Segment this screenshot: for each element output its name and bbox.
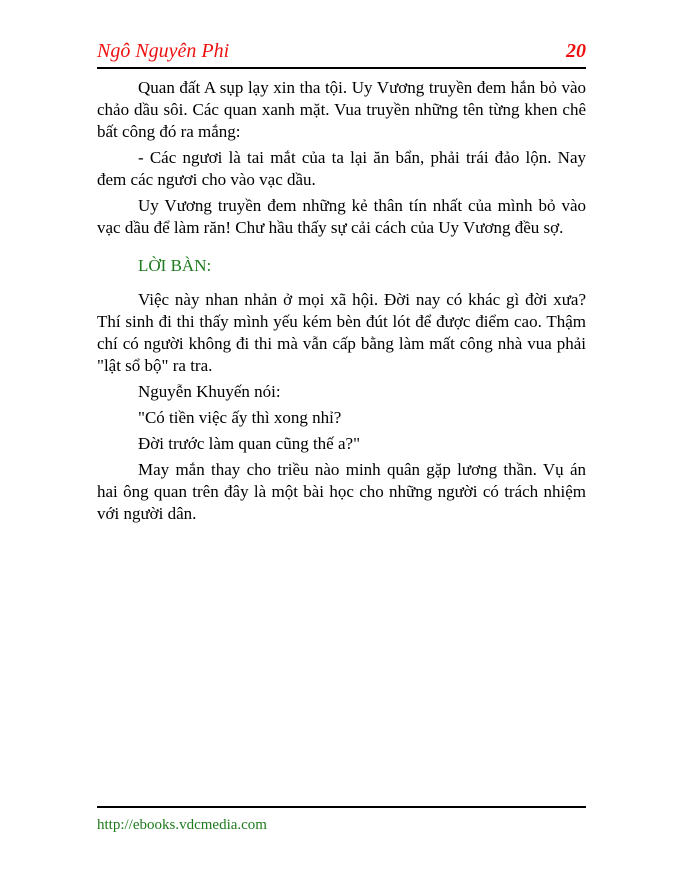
commentary-paragraph: "Có tiền việc ấy thì xong nhỉ? <box>138 408 342 427</box>
page-number: 20 <box>566 40 586 62</box>
section-heading: LỜI BÀN: <box>138 256 212 275</box>
page-body <box>97 77 586 529</box>
commentary-paragraph: Đời trước làm quan cũng thế a?" <box>138 434 361 453</box>
page-header <box>97 40 586 69</box>
header-author: Ngô Nguyên Phi <box>97 40 230 62</box>
body-paragraph: Quan đất A sụp lạy xin tha tội. Uy Vương truyền đem hắn bỏ vào chảo dầu sôi. Các quan xanh mặt. Vua truyền những tên từng khen chê bất công đó ra mắng: <box>97 78 586 141</box>
body-paragraph: - Các ngươi là tai mắt của ta lại ăn bẩn, phải trái đảo lộn. Nay đem các ngươi cho vào vạc dầu. <box>97 148 586 189</box>
commentary-paragraph: Việc này nhan nhản ở mọi xã hội. Đời nay có khác gì đời xưa? Thí sinh đi thi thấy mình yếu kém bèn đút lót để được điểm cao. Thậm chí có người không đi thi mà vẫn cấp bằng làm mất công nhà vua phải "lật sổ bộ" ra tra. <box>97 290 586 375</box>
page-footer <box>97 806 586 834</box>
footer-url-link[interactable]: http://ebooks.vdcmedia.com <box>97 817 267 833</box>
commentary-paragraph: May mắn thay cho triều nào minh quân gặp lương thần. Vụ án hai ông quan trên đây là một bài học cho những người có trách nhiệm với người dân. <box>97 460 586 523</box>
body-paragraph: Uy Vương truyền đem những kẻ thân tín nhất của mình bỏ vào vạc dầu để làm răn! Chư hầu thấy sự cải cách của Uy Vương đều sợ. <box>97 196 586 237</box>
commentary-paragraph: Nguyễn Khuyến nói: <box>138 382 281 401</box>
